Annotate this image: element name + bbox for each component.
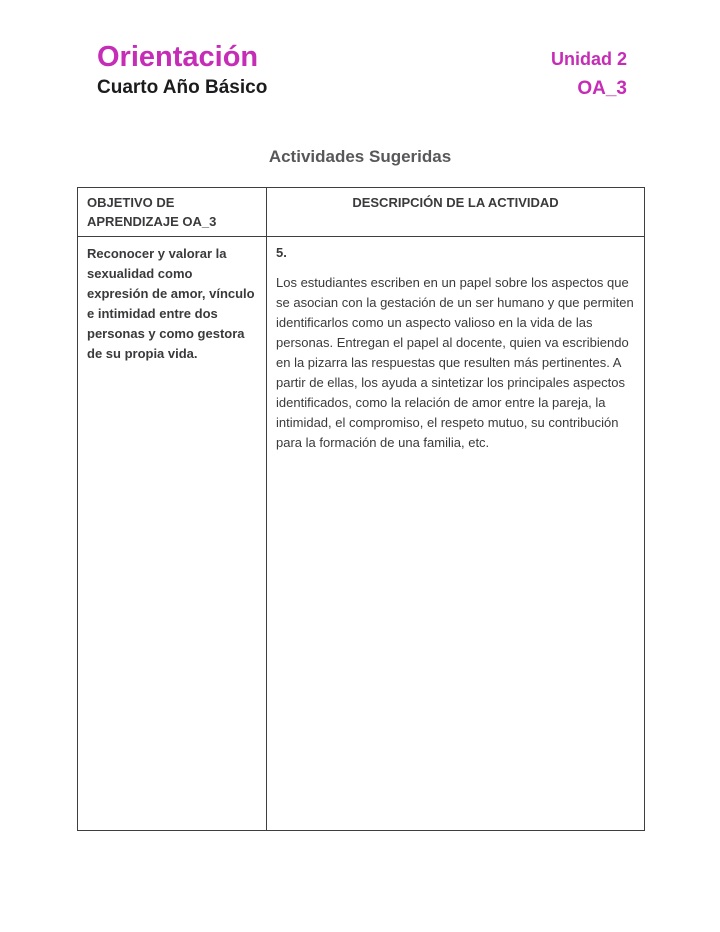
activity-number: 5. xyxy=(276,245,287,260)
activities-table xyxy=(77,187,645,831)
table-header-description: DESCRIPCIÓN DE LA ACTIVIDAD xyxy=(267,188,644,237)
grade-subtitle: Cuarto Año Básico xyxy=(97,76,268,98)
objective-cell: Reconocer y valorar la sexualidad como expresión de amor, vínculo e intimidad entre dos personas y como gestora de su propia vida. xyxy=(78,237,267,830)
oa-code: OA_3 xyxy=(577,77,627,99)
activity-description: Los estudiantes escriben en un papel sobre los aspectos que se asocian con la gestación de un ser humano y que permiten identificarlos como un aspecto valioso en la vida de las personas. Entregan el papel al docente, quien va escribiendo en la pizarra las respuestas que resulten más pertinentes. A partir de ellas, los ayuda a sintetizar los principales aspectos identificados, como la relación de amor entre la pareja, la intimidad, el compromiso, el respeto mutuo, su contribución para la formación de una familia, etc. xyxy=(276,275,634,450)
header-right xyxy=(551,42,627,100)
unit-label: Unidad 2 xyxy=(550,49,627,69)
header-left xyxy=(97,42,267,99)
activity-cell xyxy=(267,237,644,830)
subject-title: Orientación xyxy=(97,41,259,73)
document-header xyxy=(97,42,627,100)
section-title: Actividades Sugeridas xyxy=(268,147,452,166)
table-header-objective: OBJETIVO DE APRENDIZAJE OA_3 xyxy=(78,188,267,237)
